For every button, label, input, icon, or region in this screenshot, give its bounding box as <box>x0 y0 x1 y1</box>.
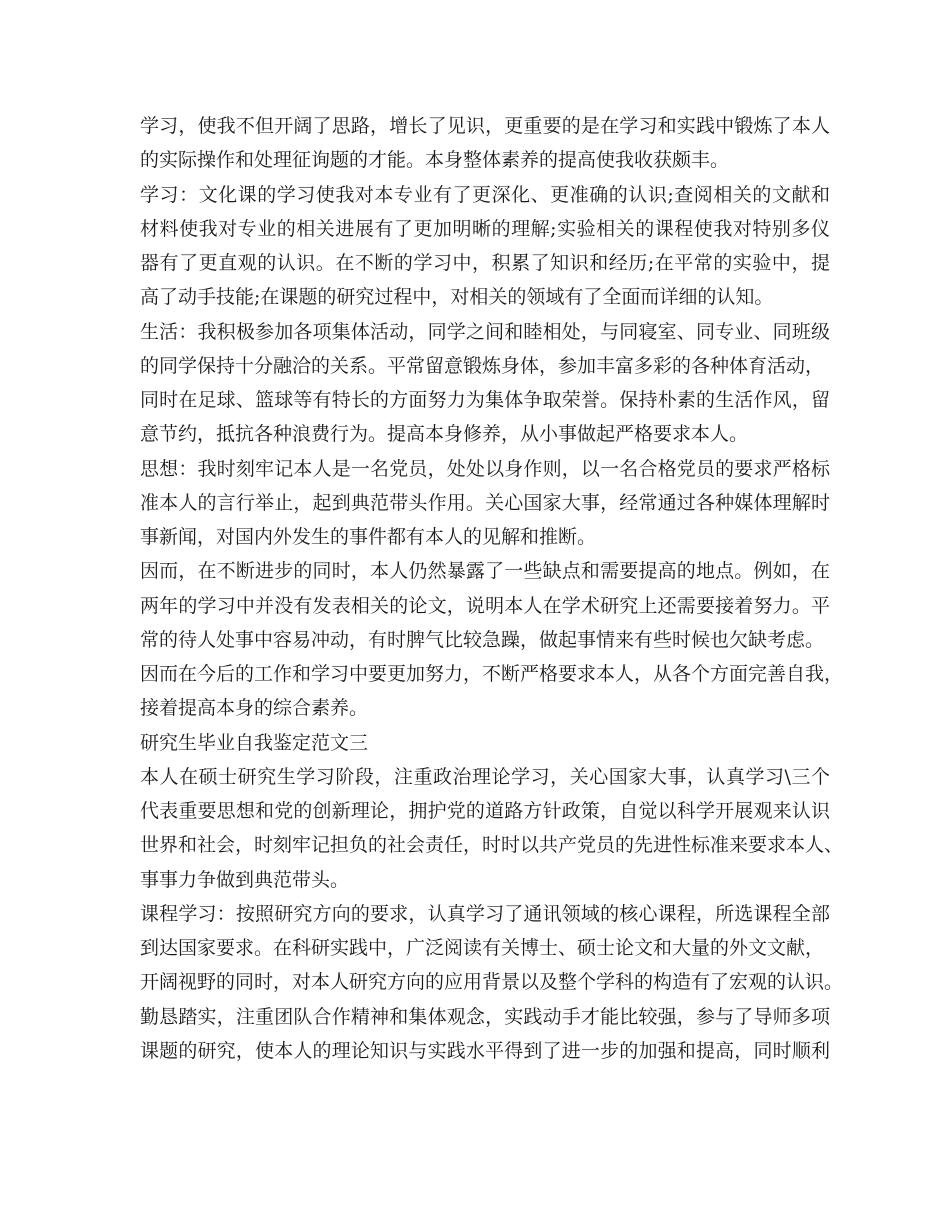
text-line: 因而，在不断进步的同时，本人仍然暴露了一些缺点和需要提高的地点。例如，在 <box>140 560 830 583</box>
text-line: 学习，使我不但开阔了思路，增长了见识，更重要的是在学习和实践中锻炼了本人 <box>140 115 830 137</box>
text-line: 代表重要思想和党的创新理论，拥护党的道路方针政策，自觉以科学开展观来认识 <box>140 800 830 822</box>
text-line: 的实际操作和处理征询题的才能。本身整体素养的提高使我收获颇丰。 <box>140 149 730 172</box>
text-line: 接着提高本身的综合素养。 <box>140 697 369 720</box>
text-line: 世界和社会，时刻牢记担负的社会责任，时时以共产党员的先进性标准来要求本人、 <box>140 834 844 857</box>
text-line: 课题的研究，使本人的理论知识与实践水平得到了进一步的加强和提高，同时顺利 <box>140 1039 830 1062</box>
text-line: 高了动手技能;在课题的研究过程中，对相关的领域有了全面而详细的认知。 <box>140 286 774 309</box>
text-line: 的同学保持十分融洽的关系。平常留意锻炼身体，参加丰富多彩的各种体育活动， <box>140 354 825 377</box>
text-line: 两年的学习中并没有发表相关的论文，说明本人在学术研究上还需要接着努力。平 <box>140 594 830 617</box>
text-line: 因而在今后的工作和学习中要更加努力，不断严格要求本人，从各个方面完善自我， <box>140 663 844 685</box>
text-line: 器有了更直观的认识。在不断的学习中，积累了知识和经历;在平常的实验中，提 <box>140 252 830 274</box>
text-line: 材料使我对专业的相关进展有了更加明晰的理解;实验相关的课程使我对特别多仪 <box>140 217 830 240</box>
text-line: 到达国家要求。在科研实践中，广泛阅读有关博士、硕士论文和大量的外文文献， <box>140 937 825 959</box>
text-line: 同时在足球、篮球等有特长的方面努力为集体争取荣誉。保持朴素的生活作风，留 <box>140 389 830 411</box>
text-line: 学习：文化课的学习使我对本专业有了更深化、更准确的认识;查阅相关的文献和 <box>140 183 830 206</box>
text-line: 意节约，抵抗各种浪费行为。提高本身修养，从小事做起严格要求本人。 <box>140 423 749 446</box>
text-line: 勤恳踏实，注重团队合作精神和集体观念，实践动手才能比较强，参与了导师多项 <box>140 1005 830 1028</box>
text-line: 事事力争做到典范带头。 <box>140 868 350 891</box>
text-line: 开阔视野的同时，对本人研究方向的应用背景以及整个学科的构造有了宏观的认识。 <box>140 971 844 994</box>
text-line: 本人在硕士研究生学习阶段，注重政治理论学习，关心国家大事，认真学习\三个 <box>140 765 830 788</box>
text-line: 准本人的言行举止，起到典范带头作用。关心国家大事，经常通过各种媒体理解时 <box>140 491 830 514</box>
document-body <box>140 109 844 1068</box>
text-line: 事新闻，对国内外发生的事件都有本人的见解和推断。 <box>140 526 597 548</box>
text-line: 生活：我积极参加各项集体活动，同学之间和睦相处，与同寝室、同专业、同班级 <box>140 320 830 343</box>
text-line: 常的待人处事中容易冲动，有时脾气比较急躁，做起事情来有些时候也欠缺考虑。 <box>140 628 825 651</box>
text-line: 课程学习：按照研究方向的要求，认真学习了通讯领域的核心课程，所选课程全部 <box>140 902 830 925</box>
text-line: 思想：我时刻牢记本人是一名党员，处处以身作则，以一名合格党员的要求严格标 <box>140 457 830 480</box>
text-line: 研究生毕业自我鉴定范文三 <box>140 731 369 754</box>
